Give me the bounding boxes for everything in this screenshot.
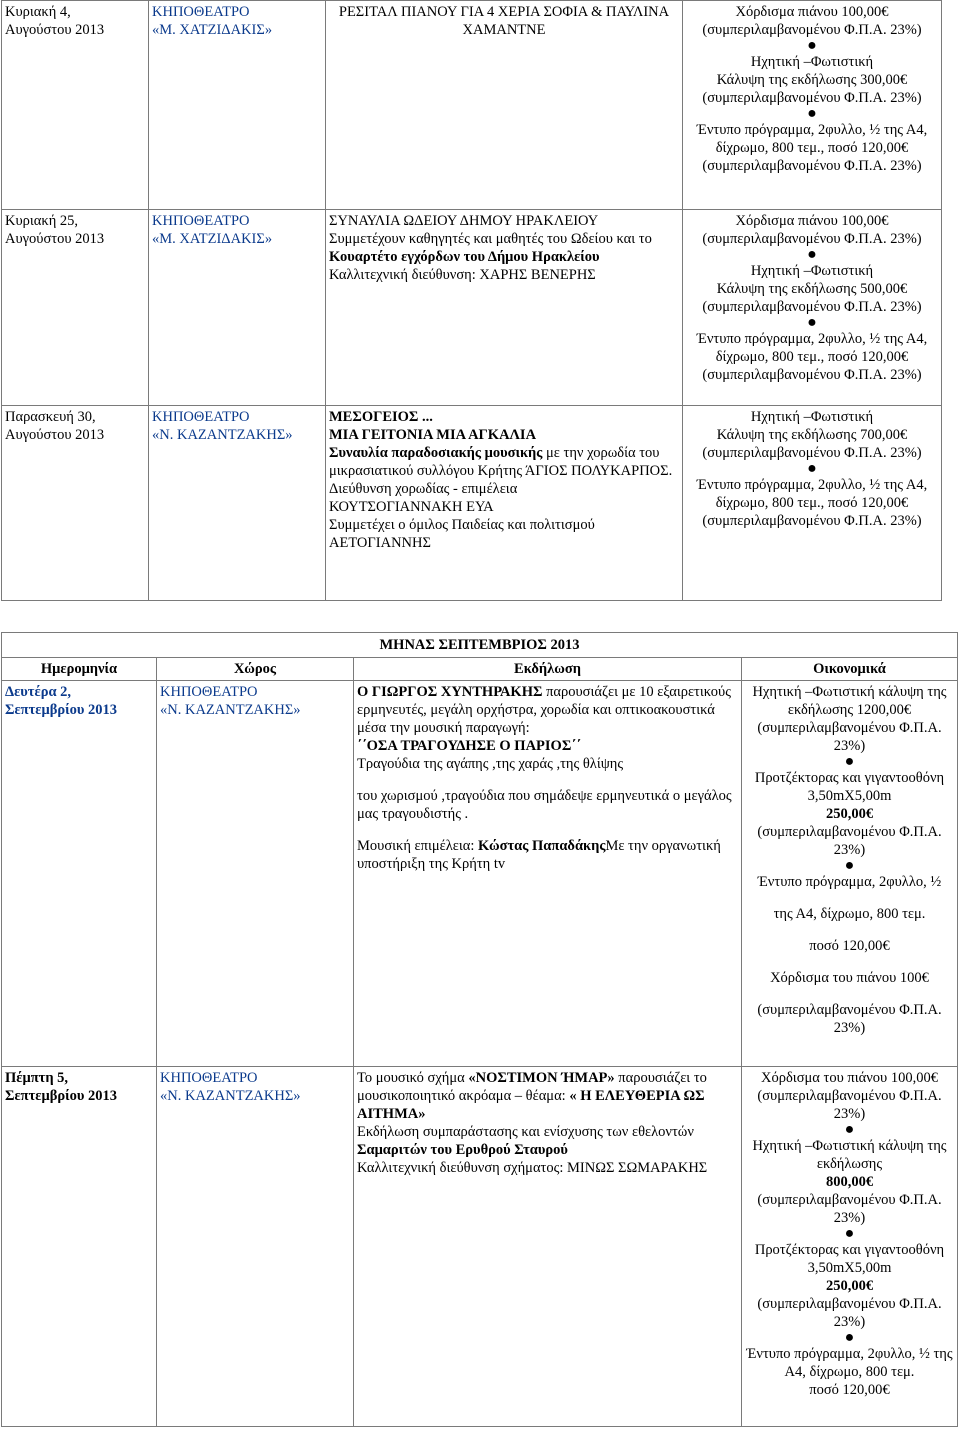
euro-icon: € bbox=[865, 1174, 874, 1190]
bullet-dot-icon: ● bbox=[807, 37, 817, 54]
bullet-dot-icon: ● bbox=[844, 1329, 855, 1346]
euro-icon: € bbox=[865, 1278, 874, 1294]
euro-icon: € bbox=[881, 4, 889, 20]
venue-cell: ΚΗΠΟΘΕΑΤΡΟ «Ν. ΚΑΖΑΝΤΖΑΚΗΣ» bbox=[149, 406, 326, 601]
euro-icon: € bbox=[901, 349, 909, 365]
header-costs: Οικονομικά bbox=[742, 658, 958, 681]
euro-icon: € bbox=[930, 1070, 938, 1086]
costs-cell: Χόρδισμα πιάνου 100,00€ (συμπεριλαμβανομένου Φ.Π.Α. 23%) ● Ηχητική –Φωτιστική Κάλυψη της εκδήλωσης 300,00€ (συμπεριλαμβανομένου Φ.Π.Α. 23%) ● Έντυπο πρόγραμμα, 2φυλλο, ½ της Α4, δίχρωμο, 800 τεμ., ποσό 120,00€ (συμπεριλαμβανομένου Φ.Π.Α. 23%) bbox=[683, 1, 942, 210]
month-title: ΜΗΝΑΣ ΣΕΠΤΕΜΒΡΙΟΣ 2013 bbox=[2, 633, 958, 658]
costs-cell: Ηχητική –Φωτιστική κάλυψη της εκδήλωσης 1200,00€ (συμπεριλαμβανομένου Φ.Π.Α. 23%) ● Προτζέκτορας και γιγαντοοθόνη 3,50mX5,00m 250,00€ (συμπεριλαμβανομένου Φ.Π.Α. 23%) ● Έντυπο πρόγραμμα, 2φυλλο, ½ της Α4, δίχρωμο, 800 τεμ. ποσό 120,00€ Χόρδισμα του πιάνου 100€ (συμπεριλαμβανομένου Φ.Π.Α. 23%) bbox=[742, 681, 958, 1067]
euro-icon: € bbox=[901, 495, 909, 511]
euro-icon: € bbox=[882, 1382, 890, 1398]
euro-icon: € bbox=[865, 806, 874, 822]
bullet-dot-icon: ● bbox=[844, 1121, 855, 1138]
bullet-dot-icon: ● bbox=[807, 460, 817, 477]
bullet-dot-icon: ● bbox=[807, 246, 817, 263]
date-cell: Πέμπτη 5, Σεπτεμβρίου 2013 bbox=[2, 1067, 157, 1427]
column-header-row bbox=[2, 658, 958, 681]
august-events-table bbox=[1, 0, 942, 601]
date-cell: Δευτέρα 2, Σεπτεμβρίου 2013 bbox=[2, 681, 157, 1067]
header-event: Εκδήλωση bbox=[354, 658, 742, 681]
table-row bbox=[2, 681, 958, 1067]
table-row bbox=[2, 406, 942, 601]
euro-icon: € bbox=[903, 702, 912, 718]
event-cell: Το μουσικό σχήμα «ΝΟΣΤΙΜΟΝ ΉΜΑΡ» παρουσιάζει το μουσικοποιητικό ακρόαμα – θέαμα: « Η ΕΛΕΥΘΕΡΙΑ ΩΣ ΑΙΤΗΜΑ» Εκδήλωση συμπαράστασης και ενίσχυσης των εθελοντών Σαμαριτών του Ερυθρού Σταυρού Καλλιτεχνική διεύθυνση σχήματος: ΜΙΝΩΣ ΣΩΜΑΡΑΚΗΣ bbox=[354, 1067, 742, 1427]
table-row bbox=[2, 210, 942, 406]
bullet-dot-icon: ● bbox=[844, 753, 855, 770]
costs-cell: Ηχητική –Φωτιστική Κάλυψη της εκδήλωσης 700,00€ (συμπεριλαμβανομένου Φ.Π.Α. 23%) ● Έντυπο πρόγραμμα, 2φυλλο, ½ της Α4, δίχρωμο, 800 τεμ., ποσό 120,00€ (συμπεριλαμβανομένου Φ.Π.Α. 23%) bbox=[683, 406, 942, 601]
euro-icon: € bbox=[901, 140, 909, 156]
bullet-dot-icon: ● bbox=[844, 857, 855, 874]
euro-icon: € bbox=[900, 281, 908, 297]
venue-cell: ΚΗΠΟΘΕΑΤΡΟ «Μ. ΧΑΤΖΙΔΑΚΙΣ» bbox=[149, 210, 326, 406]
event-cell: ΜΕΣΟΓΕΙΟΣ ... ΜΙΑ ΓΕΙΤΟΝΙΑ ΜΙΑ ΑΓΚΑΛΙΑ Συναυλία παραδοσιακής μουσικής με την χορωδία του μικρασιατικού συλλόγου Κρήτης ΆΓΙΟΣ ΠΟΛΥΚΑΡΠΟΣ. Διεύθυνση χορωδίας - επιμέλεια ΚΟΥΤΣΟΓΙΑΝΝΑΚΗ ΕΥΑ Συμμετέχει ο όμιλος Παιδείας και πολιτισμού ΑΕΤΟΓΙΑΝΝΗΣ bbox=[326, 406, 683, 601]
event-cell: ΡΕΣΙΤΑΛ ΠΙΑΝΟΥ ΓΙΑ 4 ΧΕΡΙΑ ΣΟΦΙΑ & ΠΑΥΛΙΝΑ ΧΑΜΑΝΤΝΕ bbox=[326, 1, 683, 210]
costs-cell: Χόρδισμα του πιάνου 100,00€ (συμπεριλαμβανομένου Φ.Π.Α. 23%) ● Ηχητική –Φωτιστική κάλυψη της εκδήλωσης 800,00€ (συμπεριλαμβανομένου Φ.Π.Α. 23%) ● Προτζέκτορας και γιγαντοοθόνη 3,50mX5,00m 250,00€ (συμπεριλαμβανομένου Φ.Π.Α. 23%) ● Έντυπο πρόγραμμα, 2φυλλο, ½ της Α4, δίχρωμο, 800 τεμ. ποσό 120,00€ bbox=[742, 1067, 958, 1427]
euro-icon: € bbox=[900, 72, 908, 88]
header-date: Ημερομηνία bbox=[2, 658, 157, 681]
euro-icon: € bbox=[881, 213, 889, 229]
venue-cell: ΚΗΠΟΘΕΑΤΡΟ «Μ. ΧΑΤΖΙΔΑΚΙΣ» bbox=[149, 1, 326, 210]
venue-cell: ΚΗΠΟΘΕΑΤΡΟ «Ν. ΚΑΖΑΝΤΖΑΚΗΣ» bbox=[157, 681, 354, 1067]
bullet-dot-icon: ● bbox=[807, 314, 817, 331]
event-cell: Ο ΓΙΩΡΓΟΣ ΧΥΝΤΗΡΑΚΗΣ παρουσιάζει με 10 εξαιρετικούς ερμηνευτές, μεγάλη ορχήστρα, χορωδία και οπτικοακουστικά μέσα την μουσική παραγωγή: ΄΄ΟΣΑ ΤΡΑΓΟΥΔΗΣΕ Ο ΠΑΡΙΟΣ΄΄ Τραγούδια της αγάπης ,της χαράς ,της θλίψης του χωρισμού ,τραγούδια που σημάδεψε ερμηνευτικά ο μεγάλος μας τραγουδιστής . Μουσική επιμέλεια: Κώστας ΠαπαδάκηςΜε την οργανωτική υποστήριξη της Κρήτη tv bbox=[354, 681, 742, 1067]
costs-cell: Χόρδισμα πιάνου 100,00€ (συμπεριλαμβανομένου Φ.Π.Α. 23%) ● Ηχητική –Φωτιστική Κάλυψη της εκδήλωσης 500,00€ (συμπεριλαμβανομένου Φ.Π.Α. 23%) ● Έντυπο πρόγραμμα, 2φυλλο, ½ της Α4, δίχρωμο, 800 τεμ., ποσό 120,00€ (συμπεριλαμβανομένου Φ.Π.Α. 23%) bbox=[683, 210, 942, 406]
date-cell: Παρασκευή 30, Αυγούστου 2013 bbox=[2, 406, 149, 601]
venue-cell: ΚΗΠΟΘΕΑΤΡΟ «Ν. ΚΑΖΑΝΤΖΑΚΗΣ» bbox=[157, 1067, 354, 1427]
month-header-row bbox=[2, 633, 958, 658]
euro-icon: € bbox=[882, 938, 890, 954]
bullet-dot-icon: ● bbox=[807, 105, 817, 122]
table-row bbox=[2, 1067, 958, 1427]
date-cell: Κυριακή 25, Αυγούστου 2013 bbox=[2, 210, 149, 406]
euro-icon: € bbox=[921, 970, 929, 986]
header-venue: Χώρος bbox=[157, 658, 354, 681]
bullet-dot-icon: ● bbox=[844, 1225, 855, 1242]
date-cell: Κυριακή 4, Αυγούστου 2013 bbox=[2, 1, 149, 210]
table-row bbox=[2, 1, 942, 210]
september-events-table bbox=[1, 632, 958, 1427]
event-cell: ΣΥΝΑΥΛΙΑ ΩΔΕΙΟΥ ΔΗΜΟΥ ΗΡΑΚΛΕΙΟΥ Συμμετέχουν καθηγητές και μαθητές του Ωδείου και το Κουαρτέτο εγχόρδων του Δήμου Ηρακλείου Καλλιτεχνική διεύθυνση: ΧΑΡΗΣ ΒΕΝΕΡΗΣ bbox=[326, 210, 683, 406]
euro-icon: € bbox=[900, 427, 908, 443]
